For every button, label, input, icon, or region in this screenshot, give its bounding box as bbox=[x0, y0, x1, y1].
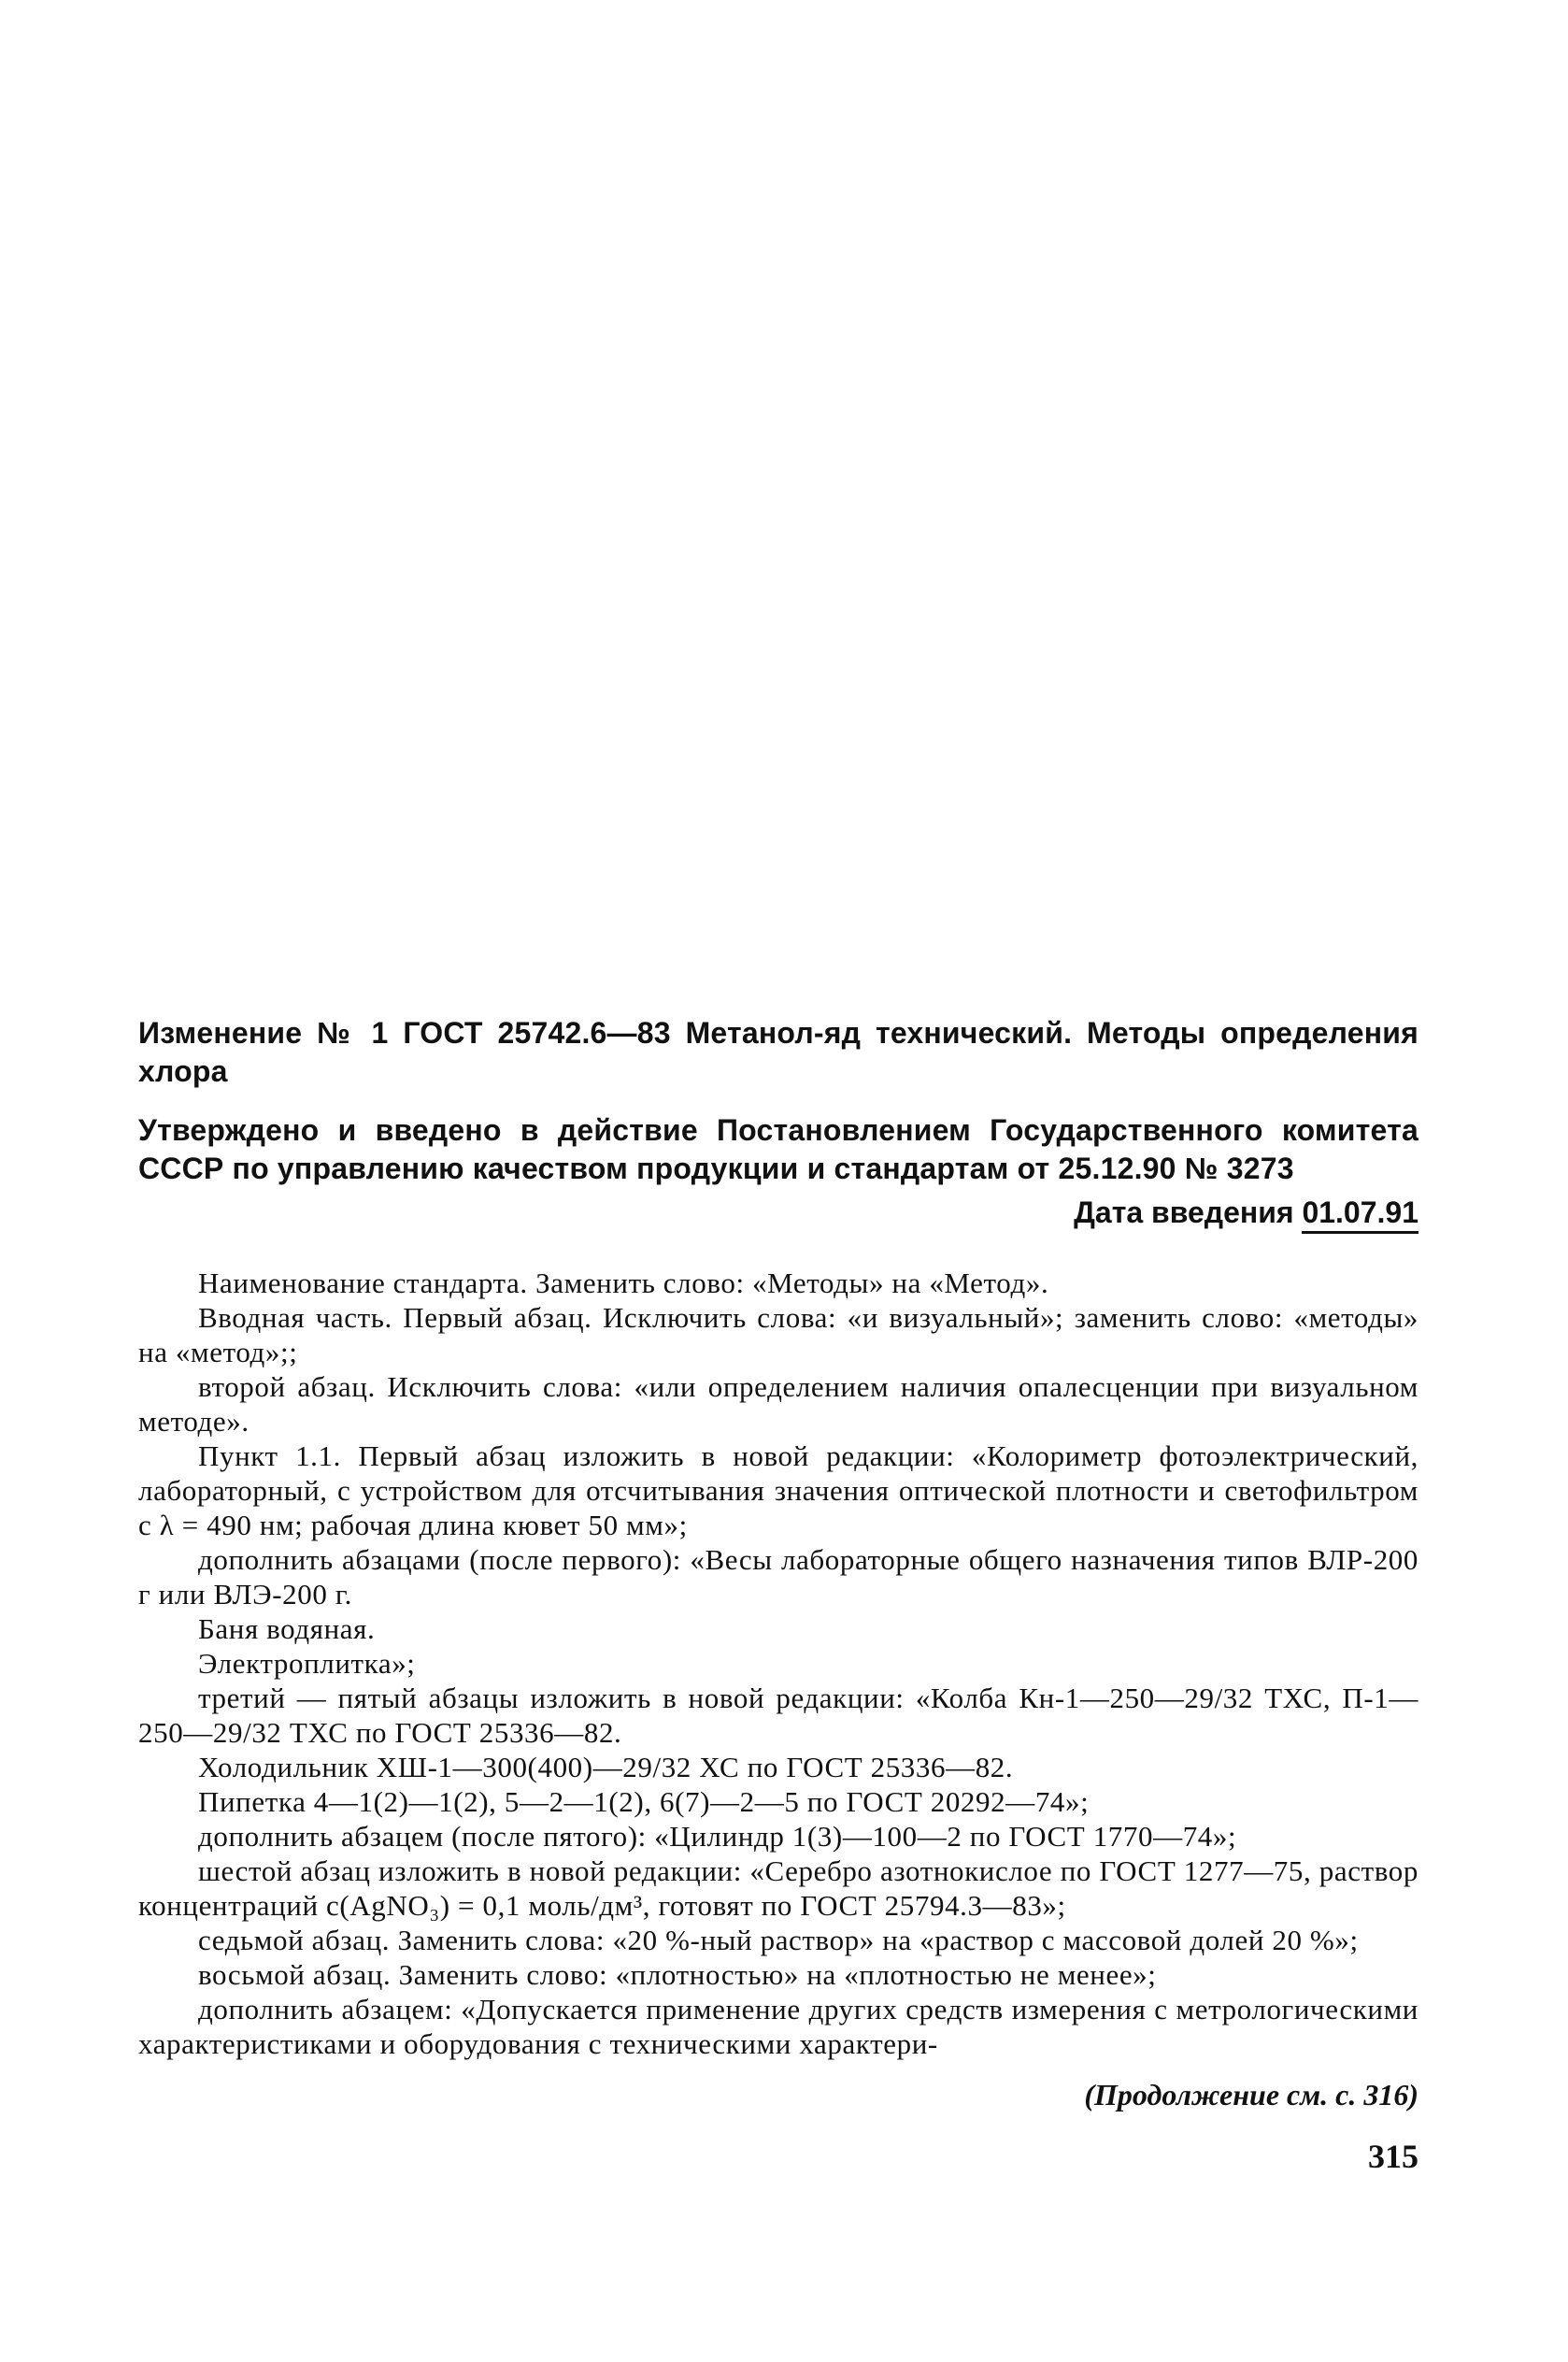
paragraph: Холодильник ХШ-1—300(400)—29/32 ХС по ГОСТ 25336—82. bbox=[198, 1751, 1014, 1783]
paragraph: Вводная часть. Первый абзац. Исключить слова: «и визуальный»; заменить слово: «методы» на «метод»;; bbox=[138, 1301, 1418, 1368]
intro-date-value: 01.07.91 bbox=[1302, 1195, 1418, 1234]
paragraph: Пункт 1.1. Первый абзац изложить в новой редакции: «Колориметр фотоэлектрический, лабораторный, с устройством для отсчитывания значения оптической плотности и светофильтром с λ = 490 нм; рабочая длина кювет 50 мм»; bbox=[138, 1439, 1418, 1541]
paragraph: Баня водяная. bbox=[198, 1612, 376, 1645]
paragraph: Электроплитка»; bbox=[198, 1647, 416, 1680]
intro-date-label: Дата введения bbox=[1074, 1195, 1303, 1229]
paragraph: дополнить абзацем: «Допускается применение других средств измерения с метрологическими характеристиками и оборудования с техническими характери- bbox=[138, 1993, 1418, 2060]
paragraph: Наименование стандарта. Заменить слово: «Методы» на «Метод». bbox=[198, 1267, 1049, 1299]
paragraph: дополнить абзацами (после первого): «Весы лабораторные общего назначения типов ВЛР-200 г или ВЛЭ-200 г. bbox=[138, 1543, 1418, 1610]
paragraph: восьмой абзац. Заменить слово: «плотностью» на «плотностью не менее»; bbox=[198, 1958, 1157, 1991]
paragraph: второй абзац. Исключить слова: «или определением наличия опалесценции при визуальном методе». bbox=[138, 1370, 1418, 1438]
document-page bbox=[138, 1014, 1418, 2175]
document-header bbox=[138, 1014, 1418, 1188]
paragraph: шестой абзац изложить в новой редакции: «Серебро азотнокислое по ГОСТ 1277—75, раствор концентраций с(AgNO₃) = 0,1 моль/дм³, готовят по ГОСТ 25794.3—83»; bbox=[138, 1854, 1418, 1922]
introduction-date bbox=[138, 1194, 1418, 1232]
continuation-note: (Продолжение см. с. 316) bbox=[1084, 2078, 1418, 2111]
approval-statement: Утверждено и введено в действие Постановлением Государственного комитета СССР по управлению качеством продукции и стандартам от 25.12.90 № 3273 bbox=[138, 1113, 1418, 1185]
paragraph: третий — пятый абзацы изложить в новой редакции: «Колба Кн-1—250—29/32 ТХС, П-1—250—29/32 ТХС по ГОСТ 25336—82. bbox=[138, 1682, 1418, 1749]
page-number: 315 bbox=[1368, 2138, 1418, 2175]
paragraph: Пипетка 4—1(2)—1(2), 5—2—1(2), 6(7)—2—5 по ГОСТ 20292—74»; bbox=[198, 1785, 1090, 1818]
paragraph: дополнить абзацем (после пятого): «Цилиндр 1(3)—100—2 по ГОСТ 1770—74»; bbox=[198, 1820, 1237, 1853]
amendment-body bbox=[138, 1266, 1418, 2061]
amendment-title: Изменение № 1 ГОСТ 25742.6—83 Метанол-яд технический. Методы определения хлора bbox=[138, 1016, 1418, 1088]
paragraph: седьмой абзац. Заменить слова: «20 %-ный раствор» на «раствор с массовой долей 20 %»; bbox=[198, 1924, 1359, 1956]
